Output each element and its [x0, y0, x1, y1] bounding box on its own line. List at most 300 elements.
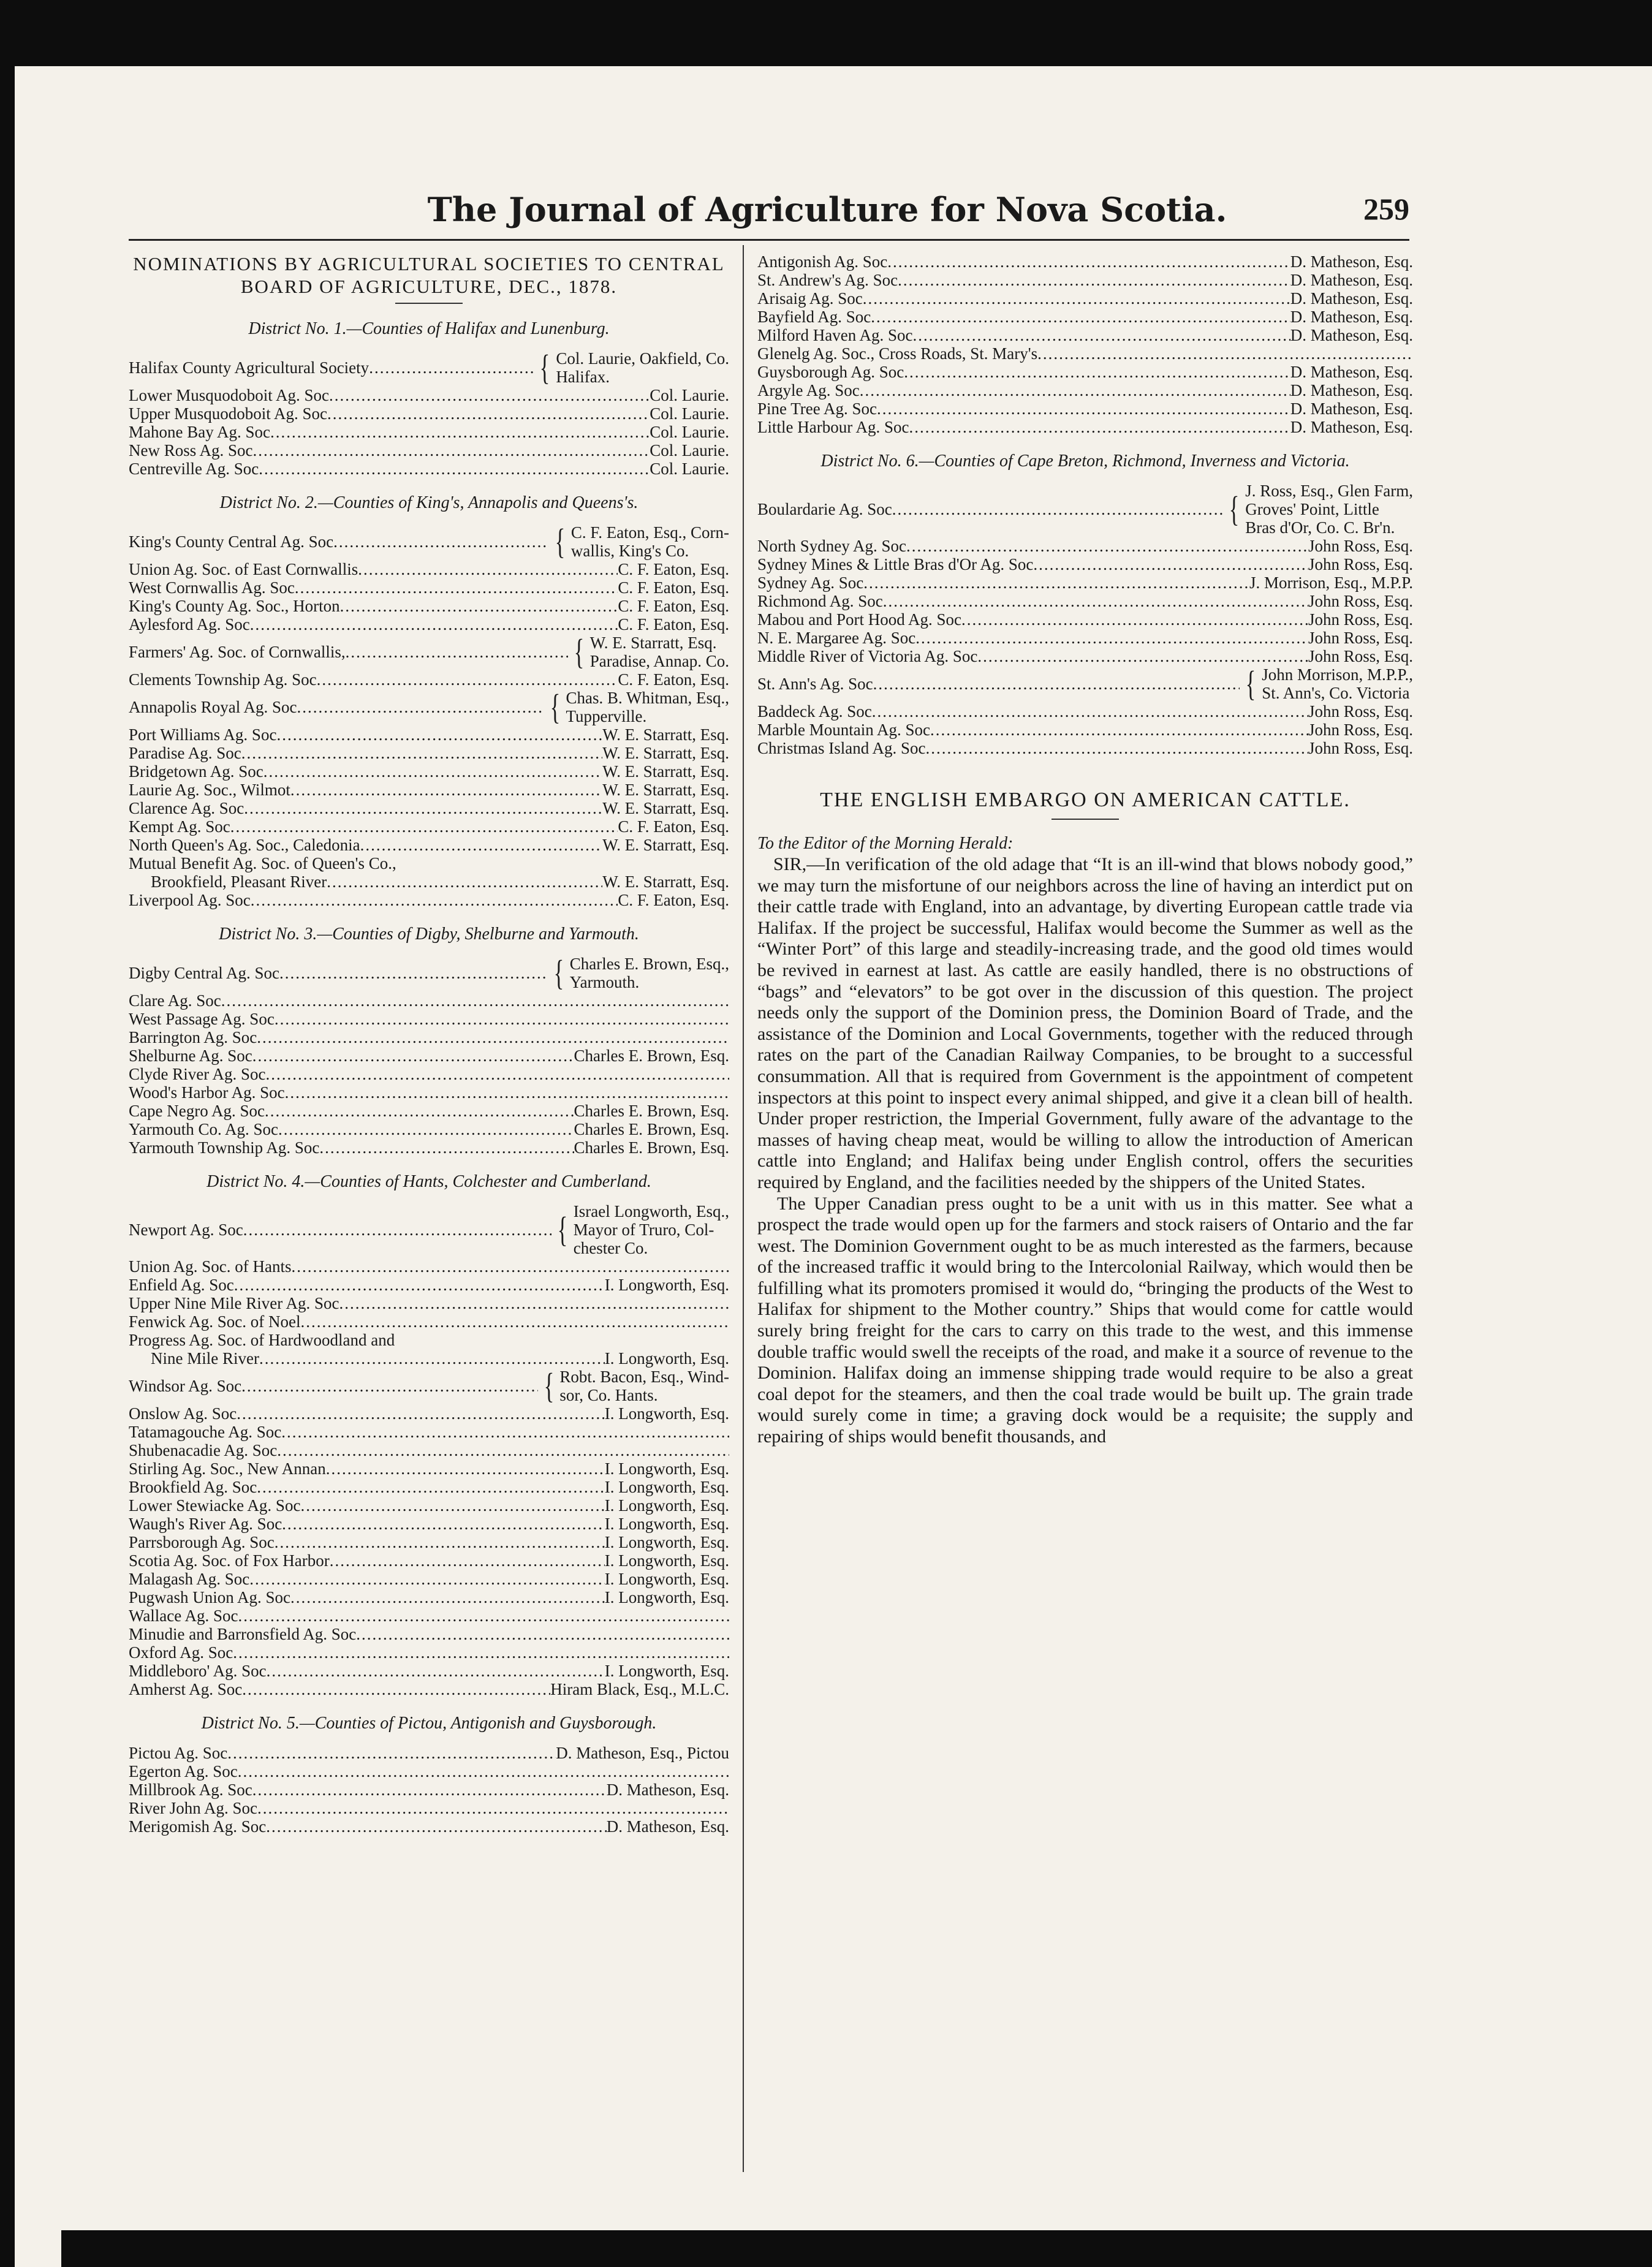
leader-dots	[242, 1680, 550, 1698]
title-rule	[395, 303, 463, 304]
society-entry	[757, 289, 1413, 308]
nominee: C. F. Eaton, Esq.	[618, 670, 729, 689]
society-entry	[757, 271, 1413, 289]
society-entry	[129, 762, 729, 781]
scan-border-top	[0, 0, 1652, 66]
society-entry	[129, 1331, 729, 1349]
society-name: Sydney Mines & Little Bras d'Or Ag. Soc	[757, 555, 1034, 573]
leader-dots	[275, 1533, 605, 1551]
society-name: Progress Ag. Soc. of Hardwoodland and	[129, 1331, 395, 1349]
leader-dots	[300, 1312, 729, 1331]
society-name: St. Andrew's Ag. Soc	[757, 271, 898, 289]
nominee: John Ross, Esq.	[1308, 721, 1413, 739]
nominee: W. E. Starratt, Esq.	[602, 872, 729, 891]
society-name: Minudie and Barronsfield Ag. Soc	[129, 1625, 357, 1643]
leader-dots	[883, 592, 1308, 610]
leader-dots	[252, 1781, 607, 1799]
nominee: I. Longworth, Esq.	[604, 1551, 729, 1570]
brace-icon: {	[574, 632, 585, 672]
nominee: W. E. Starratt, Esq.	[602, 762, 729, 781]
society-name: Scotia Ag. Soc. of Fox Harbor	[129, 1551, 330, 1570]
nominee: Charles E. Brown, Esq.	[574, 1120, 729, 1138]
society-name: North Sydney Ag. Soc	[757, 537, 906, 555]
society-name: King's County Central Ag. Soc	[129, 532, 334, 551]
society-entry	[129, 1781, 729, 1799]
society-entry	[757, 592, 1413, 610]
nominee: Col. Laurie.	[650, 386, 729, 404]
leader-dots	[237, 1404, 605, 1423]
society-name: North Queen's Ag. Soc., Caledonia	[129, 836, 360, 854]
society-name: Mabou and Port Hood Ag. Soc	[757, 610, 961, 629]
society-entry	[757, 537, 1413, 555]
nominee: John Ross, Esq.	[1308, 592, 1413, 610]
leader-dots	[871, 308, 1290, 326]
society-name: Annapolis Royal Ag. Soc	[129, 698, 297, 716]
society-entry	[129, 597, 729, 615]
society-entry	[129, 725, 729, 744]
leader-dots	[279, 964, 548, 982]
nominee: D. Matheson, Esq.	[1290, 326, 1413, 344]
leader-dots	[241, 1377, 537, 1395]
nominee: C. F. Eaton, Esq.	[618, 578, 729, 597]
leader-dots	[266, 1817, 607, 1836]
society-entry	[757, 647, 1413, 665]
society-name: Sydney Ag. Soc	[757, 573, 864, 592]
nominee: I. Longworth, Esq.	[604, 1570, 729, 1588]
scan-border-bottom	[61, 2230, 1652, 2267]
society-name: Amherst Ag. Soc	[129, 1680, 243, 1698]
society-entry	[757, 573, 1413, 592]
society-entry	[129, 460, 729, 478]
nominee: J. Morrison, Esq., M.P.P.	[1249, 573, 1413, 592]
leader-dots	[290, 1588, 605, 1607]
society-name: Digby Central Ag. Soc	[129, 964, 279, 982]
leader-dots	[915, 629, 1308, 647]
leader-dots	[282, 1515, 605, 1533]
society-name: Lower Musquodoboit Ag. Soc	[129, 386, 329, 404]
leader-dots	[912, 326, 1290, 344]
society-name: Millbrook Ag. Soc	[129, 1781, 252, 1799]
leader-dots	[277, 1441, 729, 1459]
nominee-block	[570, 955, 729, 991]
society-name: Clare Ag. Soc	[129, 991, 221, 1010]
nominee: Hiram Black, Esq., M.L.C.	[550, 1680, 729, 1698]
society-name: Merigomish Ag. Soc	[129, 1817, 267, 1836]
district-heading: District No. 4.—Counties of Hants, Colchester and Cumberland.	[206, 1172, 651, 1191]
district-heading: District No. 3.—Counties of Digby, Shelburne and Yarmouth.	[219, 925, 639, 944]
nominee: W. E. Starratt, Esq.	[602, 744, 729, 762]
society-name: Argyle Ag. Soc	[757, 381, 860, 399]
society-entry	[129, 1404, 729, 1423]
society-name: Cape Negro Ag. Soc	[129, 1102, 265, 1120]
society-entry	[129, 1312, 729, 1331]
nominee-block	[590, 634, 729, 670]
nominee-line: sor, Co. Hants.	[559, 1386, 658, 1404]
nominee: Col. Laurie.	[650, 423, 729, 441]
society-entry	[757, 326, 1413, 344]
leader-dots	[904, 363, 1290, 381]
society-name: Farmers' Ag. Soc. of Cornwallis,	[129, 643, 346, 661]
leader-dots	[233, 1643, 729, 1662]
society-entry	[129, 817, 729, 836]
society-name: New Ross Ag. Soc	[129, 441, 253, 460]
nominee: Charles E. Brown, Esq.	[574, 1138, 729, 1157]
leader-dots	[257, 1028, 729, 1046]
nominee: D. Matheson, Esq.	[1290, 381, 1413, 399]
leader-dots	[961, 610, 1308, 629]
nominee: I. Longworth, Esq.	[604, 1533, 729, 1551]
society-name: Boulardarie Ag. Soc	[757, 500, 892, 518]
header-rule	[129, 239, 1409, 241]
nominee-line: J. Ross, Esq., Glen Farm,	[1245, 482, 1413, 500]
society-name: Clarence Ag. Soc	[129, 799, 244, 817]
society-name: Shubenacadie Ag. Soc	[129, 1441, 278, 1459]
leader-dots	[281, 1423, 729, 1441]
leader-dots	[244, 799, 602, 817]
nominee: John Ross, Esq.	[1308, 647, 1413, 665]
leader-dots	[887, 252, 1290, 271]
society-name: Upper Musquodoboit Ag. Soc	[129, 404, 327, 423]
society-name: Mahone Bay Ag. Soc	[129, 423, 270, 441]
society-entry	[129, 386, 729, 404]
nominee: D. Matheson, Esq.	[1290, 289, 1413, 308]
society-entry	[129, 955, 729, 991]
nominee: I. Longworth, Esq.	[604, 1404, 729, 1423]
society-name: Pugwash Union Ag. Soc	[129, 1588, 291, 1607]
district-heading: District No. 6.—Counties of Cape Breton, Richmond, Inverness and Victoria.	[820, 452, 1350, 471]
society-name: Lower Stewiacke Ag. Soc	[129, 1496, 301, 1515]
nominee-line: Robt. Bacon, Esq., Wind-	[559, 1368, 729, 1386]
nominee-line: Groves' Point, Little	[1245, 500, 1379, 518]
society-name: Barrington Ag. Soc	[129, 1028, 257, 1046]
leader-dots	[250, 615, 618, 634]
society-entry	[129, 1478, 729, 1496]
society-name: Pictou Ag. Soc	[129, 1744, 228, 1762]
society-entry	[129, 441, 729, 460]
society-name: Little Harbour Ag. Soc	[757, 418, 909, 436]
brace-icon: {	[557, 1209, 568, 1249]
district-heading: District No. 1.—Counties of Halifax and Lunenburg.	[248, 319, 610, 338]
society-entry	[129, 799, 729, 817]
leader-dots	[292, 1257, 730, 1276]
society-name: Fenwick Ag. Soc. of Noel	[129, 1312, 301, 1331]
society-entry	[129, 1294, 729, 1312]
society-entry	[129, 1046, 729, 1065]
leader-dots	[241, 744, 603, 762]
society-entry	[129, 423, 729, 441]
nominee-line: Charles E. Brown, Esq.,	[569, 955, 729, 973]
society-entry	[129, 349, 729, 386]
nominee: D. Matheson, Esq., Pictou	[556, 1744, 729, 1762]
society-name: Halifax County Agricultural Society	[129, 358, 369, 377]
page-number: 259	[1363, 192, 1409, 226]
scan-border-left	[0, 0, 15, 2267]
society-name: Windsor Ag. Soc	[129, 1377, 242, 1395]
society-entry	[757, 252, 1413, 271]
article-paragraph: SIR,—In verification of the old adage that “It is an ill-wind that blows nobody good,” we may turn the misfortune of our neighbors across the line of having an interdict put on their cattle trade with England, into an advantage, by diverting European cattle trade via Halifax. If the project be successful, Halifax would become the Summer as well as the “Winter Port” of this large and steadily-increasing trade, and the good old times would be revived in earnest at last. As cattle are easily handled, there is no obstructions of “bags” and “elevators” to be got over in the discussion of this question. The project needs only the support of the Dominion press, the Dominion Board of Trade, and the assistance of the Dominion and Local Governments, together with the reduced through rates on the part of the Canadian Railway Companies, to be brought to a successful consummation. All that is required from Government is the appointment of competent inspectors at this point to inspect every animal shipped, and give it a clean bill of health. Under proper restriction, the Imperial Government, fully aware of the advantage to the masses of having cheap meat, would be willing to allow the introduction of American cattle into England; and Halifax being under English control, offers the securities required by England, and the facilities needed by the shippers of the United States.	[757, 854, 1413, 1192]
leader-dots	[267, 1662, 605, 1680]
leader-dots	[977, 647, 1308, 665]
leader-dots	[234, 1276, 605, 1294]
nominee: John Ross, Esq.	[1308, 537, 1413, 555]
leader-dots	[360, 836, 603, 854]
nominee-block	[574, 1202, 729, 1257]
leader-dots	[330, 1551, 605, 1570]
society-name: West Passage Ag. Soc	[129, 1010, 275, 1028]
leader-dots	[860, 381, 1290, 399]
society-entry	[129, 670, 729, 689]
society-entry	[757, 418, 1413, 436]
leader-dots	[275, 1010, 729, 1028]
nominee: Col. Laurie.	[650, 404, 729, 423]
leader-dots	[906, 537, 1308, 555]
society-entry	[129, 1643, 729, 1662]
society-name: Brookfield Ag. Soc	[129, 1478, 257, 1496]
society-name: Waugh's River Ag. Soc	[129, 1515, 282, 1533]
society-name: Pine Tree Ag. Soc	[757, 399, 877, 418]
nominee-line: wallis, King's Co.	[570, 542, 689, 560]
society-name: St. Ann's Ag. Soc	[757, 675, 873, 693]
society-name: Stirling Ag. Soc., New Annan	[129, 1459, 326, 1478]
nominee-block	[1262, 665, 1413, 702]
society-entry	[129, 1744, 729, 1762]
society-name: Kempt Ag. Soc	[129, 817, 230, 836]
nominee-block	[566, 689, 730, 725]
society-entry	[129, 634, 729, 670]
society-name: Richmond Ag. Soc	[757, 592, 883, 610]
leader-dots	[238, 1607, 729, 1625]
nominee-line: Yarmouth.	[569, 973, 640, 991]
nominee: D. Matheson, Esq.	[1290, 418, 1413, 436]
district-heading: District No. 5.—Counties of Pictou, Antigonish and Guysborough.	[201, 1714, 657, 1733]
society-entry	[757, 344, 1413, 363]
society-name: Christmas Island Ag. Soc	[757, 739, 926, 757]
nominee: I. Longworth, Esq.	[604, 1276, 729, 1294]
society-name-continued: Nine Mile River	[151, 1349, 259, 1368]
leader-dots	[230, 817, 618, 836]
nominee-block	[559, 1368, 729, 1404]
society-name: Aylesford Ag. Soc	[129, 615, 250, 634]
leader-dots	[319, 1138, 574, 1157]
nominee-line: Chas. B. Whitman, Esq.,	[566, 689, 729, 707]
society-entry	[129, 1680, 729, 1698]
society-name: River John Ag. Soc	[129, 1799, 258, 1817]
brace-icon: {	[540, 347, 550, 387]
brace-icon: {	[555, 521, 566, 561]
nominee: D. Matheson, Esq.	[1290, 252, 1413, 271]
nominee: Col. Laurie.	[650, 460, 729, 478]
nominee-line: C. F. Eaton, Esq., Corn-	[570, 523, 729, 542]
nominee: C. F. Eaton, Esq.	[618, 597, 729, 615]
society-name: Yarmouth Township Ag. Soc	[129, 1138, 320, 1157]
nominee-line: Tupperville.	[566, 707, 647, 725]
society-entry	[129, 781, 729, 799]
society-entry	[129, 1010, 729, 1028]
society-entry	[129, 1533, 729, 1551]
society-entry	[129, 1496, 729, 1515]
leader-dots	[339, 1294, 729, 1312]
nominee: D. Matheson, Esq.	[1290, 399, 1413, 418]
leader-dots	[346, 643, 568, 661]
leader-dots	[356, 1625, 729, 1643]
society-entry	[129, 523, 729, 560]
society-entry	[129, 1276, 729, 1294]
nominee: W. E. Starratt, Esq.	[602, 799, 729, 817]
nominee-line: Mayor of Truro, Col-	[573, 1221, 714, 1239]
brace-icon: {	[1229, 489, 1240, 529]
left-column	[129, 252, 729, 1836]
nominee: Charles E. Brown, Esq.	[574, 1102, 729, 1120]
society-entry	[757, 721, 1413, 739]
society-entry	[757, 381, 1413, 399]
society-name: N. E. Margaree Ag. Soc	[757, 629, 916, 647]
leader-dots	[877, 399, 1290, 418]
nominee: I. Longworth, Esq.	[604, 1662, 729, 1680]
society-name: Tatamagouche Ag. Soc	[129, 1423, 282, 1441]
nominee: D. Matheson, Esq.	[1290, 308, 1413, 326]
nominee: C. F. Eaton, Esq.	[618, 560, 729, 578]
nominee: John Ross, Esq.	[1308, 739, 1413, 757]
society-name: Shelburne Ag. Soc	[129, 1046, 252, 1065]
leader-dots	[221, 991, 729, 1010]
leader-dots	[333, 532, 549, 551]
society-entry-continued	[129, 872, 729, 891]
nominee: D. Matheson, Esq.	[1290, 363, 1413, 381]
brace-icon: {	[544, 1366, 554, 1406]
leader-dots	[863, 289, 1290, 308]
society-name: Union Ag. Soc. of East Cornwallis	[129, 560, 358, 578]
nominee: W. E. Starratt, Esq.	[602, 781, 729, 799]
society-name: Yarmouth Co. Ag. Soc	[129, 1120, 279, 1138]
nominee: I. Longworth, Esq.	[604, 1496, 729, 1515]
right-column	[757, 252, 1413, 1448]
nominee-line: Israel Longworth, Esq.,	[573, 1202, 729, 1221]
nominee-line: Halifax.	[556, 368, 610, 386]
leader-dots	[1037, 344, 1413, 363]
society-entry	[129, 1817, 729, 1836]
society-name-continued: Brookfield, Pleasant River	[151, 872, 327, 891]
society-entry	[129, 1551, 729, 1570]
society-name: Oxford Ag. Soc	[129, 1643, 233, 1662]
society-entry	[129, 1625, 729, 1643]
nominee: I. Longworth, Esq.	[604, 1459, 729, 1478]
society-entry	[129, 1368, 729, 1404]
society-entry	[129, 991, 729, 1010]
nominee: John Ross, Esq.	[1308, 555, 1413, 573]
society-entry	[129, 1762, 729, 1781]
leader-dots	[278, 1120, 574, 1138]
society-entry	[129, 689, 729, 725]
society-entry	[129, 404, 729, 423]
brace-icon: {	[550, 687, 560, 727]
society-name: Mutual Benefit Ag. Soc. of Queen's Co.,	[129, 854, 396, 872]
society-entry	[129, 1459, 729, 1478]
leader-dots	[300, 1496, 604, 1515]
nominee-line: St. Ann's, Co. Victoria	[1262, 684, 1410, 702]
leader-dots	[243, 1221, 551, 1239]
leader-dots	[265, 1102, 574, 1120]
society-entry	[129, 1515, 729, 1533]
nominee-block	[571, 523, 729, 560]
right-column-lists	[757, 252, 1413, 757]
society-name: Newport Ag. Soc	[129, 1221, 243, 1239]
society-entry	[129, 1120, 729, 1138]
society-entry	[757, 702, 1413, 721]
society-entry	[129, 1441, 729, 1459]
nominee: D. Matheson, Esq.	[606, 1817, 729, 1836]
society-entry	[757, 308, 1413, 326]
society-name: Egerton Ag. Soc	[129, 1762, 238, 1781]
nominee-line: Bras d'Or, Co. C. Br'n.	[1245, 518, 1395, 537]
leader-dots	[340, 597, 618, 615]
nominee-block	[1245, 482, 1413, 537]
nominee: C. F. Eaton, Esq.	[618, 817, 729, 836]
society-entry	[129, 1065, 729, 1083]
society-name: Malagash Ag. Soc	[129, 1570, 250, 1588]
society-name: Onslow Ag. Soc	[129, 1404, 237, 1423]
society-name: Centreville Ag. Soc	[129, 460, 259, 478]
nominee-line: Col. Laurie, Oakfield, Co.	[556, 349, 729, 368]
nominee: I. Longworth, Esq.	[604, 1349, 729, 1368]
society-name: Upper Nine Mile River Ag. Soc	[129, 1294, 339, 1312]
society-name: Clements Township Ag. Soc	[129, 670, 317, 689]
society-name: Bridgetown Ag. Soc	[129, 762, 263, 781]
society-name: Parrsborough Ag. Soc	[129, 1533, 275, 1551]
society-entry	[129, 836, 729, 854]
nominee: I. Longworth, Esq.	[604, 1588, 729, 1607]
journal-title: The Journal of Agriculture for Nova Scotia.	[427, 190, 1227, 229]
society-entry	[757, 739, 1413, 757]
leader-dots	[892, 500, 1224, 518]
article-body	[757, 854, 1413, 1448]
society-entry	[129, 560, 729, 578]
nominee: Col. Laurie.	[650, 441, 729, 460]
society-entry	[129, 1028, 729, 1046]
society-name: Laurie Ag. Soc., Wilmot	[129, 781, 290, 799]
society-name: Enfield Ag. Soc	[129, 1276, 234, 1294]
society-name: Middleboro' Ag. Soc	[129, 1662, 267, 1680]
leader-dots	[263, 762, 603, 781]
nominee: W. E. Starratt, Esq.	[602, 725, 729, 744]
nominee: I. Longworth, Esq.	[604, 1478, 729, 1496]
society-entry-continued	[129, 1349, 729, 1368]
society-name: Port Williams Ag. Soc	[129, 725, 277, 744]
society-entry	[129, 891, 729, 909]
leader-dots	[873, 675, 1240, 693]
society-entry	[129, 1570, 729, 1588]
society-name: Arisaig Ag. Soc	[757, 289, 863, 308]
nominations-title: NOMINATIONS BY AGRICULTURAL SOCIETIES TO CENTRAL BOARD OF AGRICULTURE, DEC., 1878.	[133, 253, 725, 297]
leader-dots	[326, 1459, 605, 1478]
society-name: Union Ag. Soc. of Hants	[129, 1257, 292, 1276]
leader-dots	[285, 1083, 729, 1102]
nominee: John Ross, Esq.	[1308, 702, 1413, 721]
leader-dots	[358, 560, 618, 578]
society-name: Wood's Harbor Ag. Soc	[129, 1083, 285, 1102]
leader-dots	[290, 781, 602, 799]
society-name: King's County Ag. Soc., Horton	[129, 597, 340, 615]
society-name: Glenelg Ag. Soc., Cross Roads, St. Mary's	[757, 344, 1038, 363]
society-entry	[129, 1102, 729, 1120]
society-entry	[757, 610, 1413, 629]
society-name: Antigonish Ag. Soc	[757, 252, 888, 271]
society-entry	[757, 629, 1413, 647]
society-entry	[129, 744, 729, 762]
leader-dots	[926, 739, 1308, 757]
brace-icon: {	[1245, 664, 1256, 703]
society-entry	[129, 1257, 729, 1276]
society-name: Milford Haven Ag. Soc	[757, 326, 913, 344]
